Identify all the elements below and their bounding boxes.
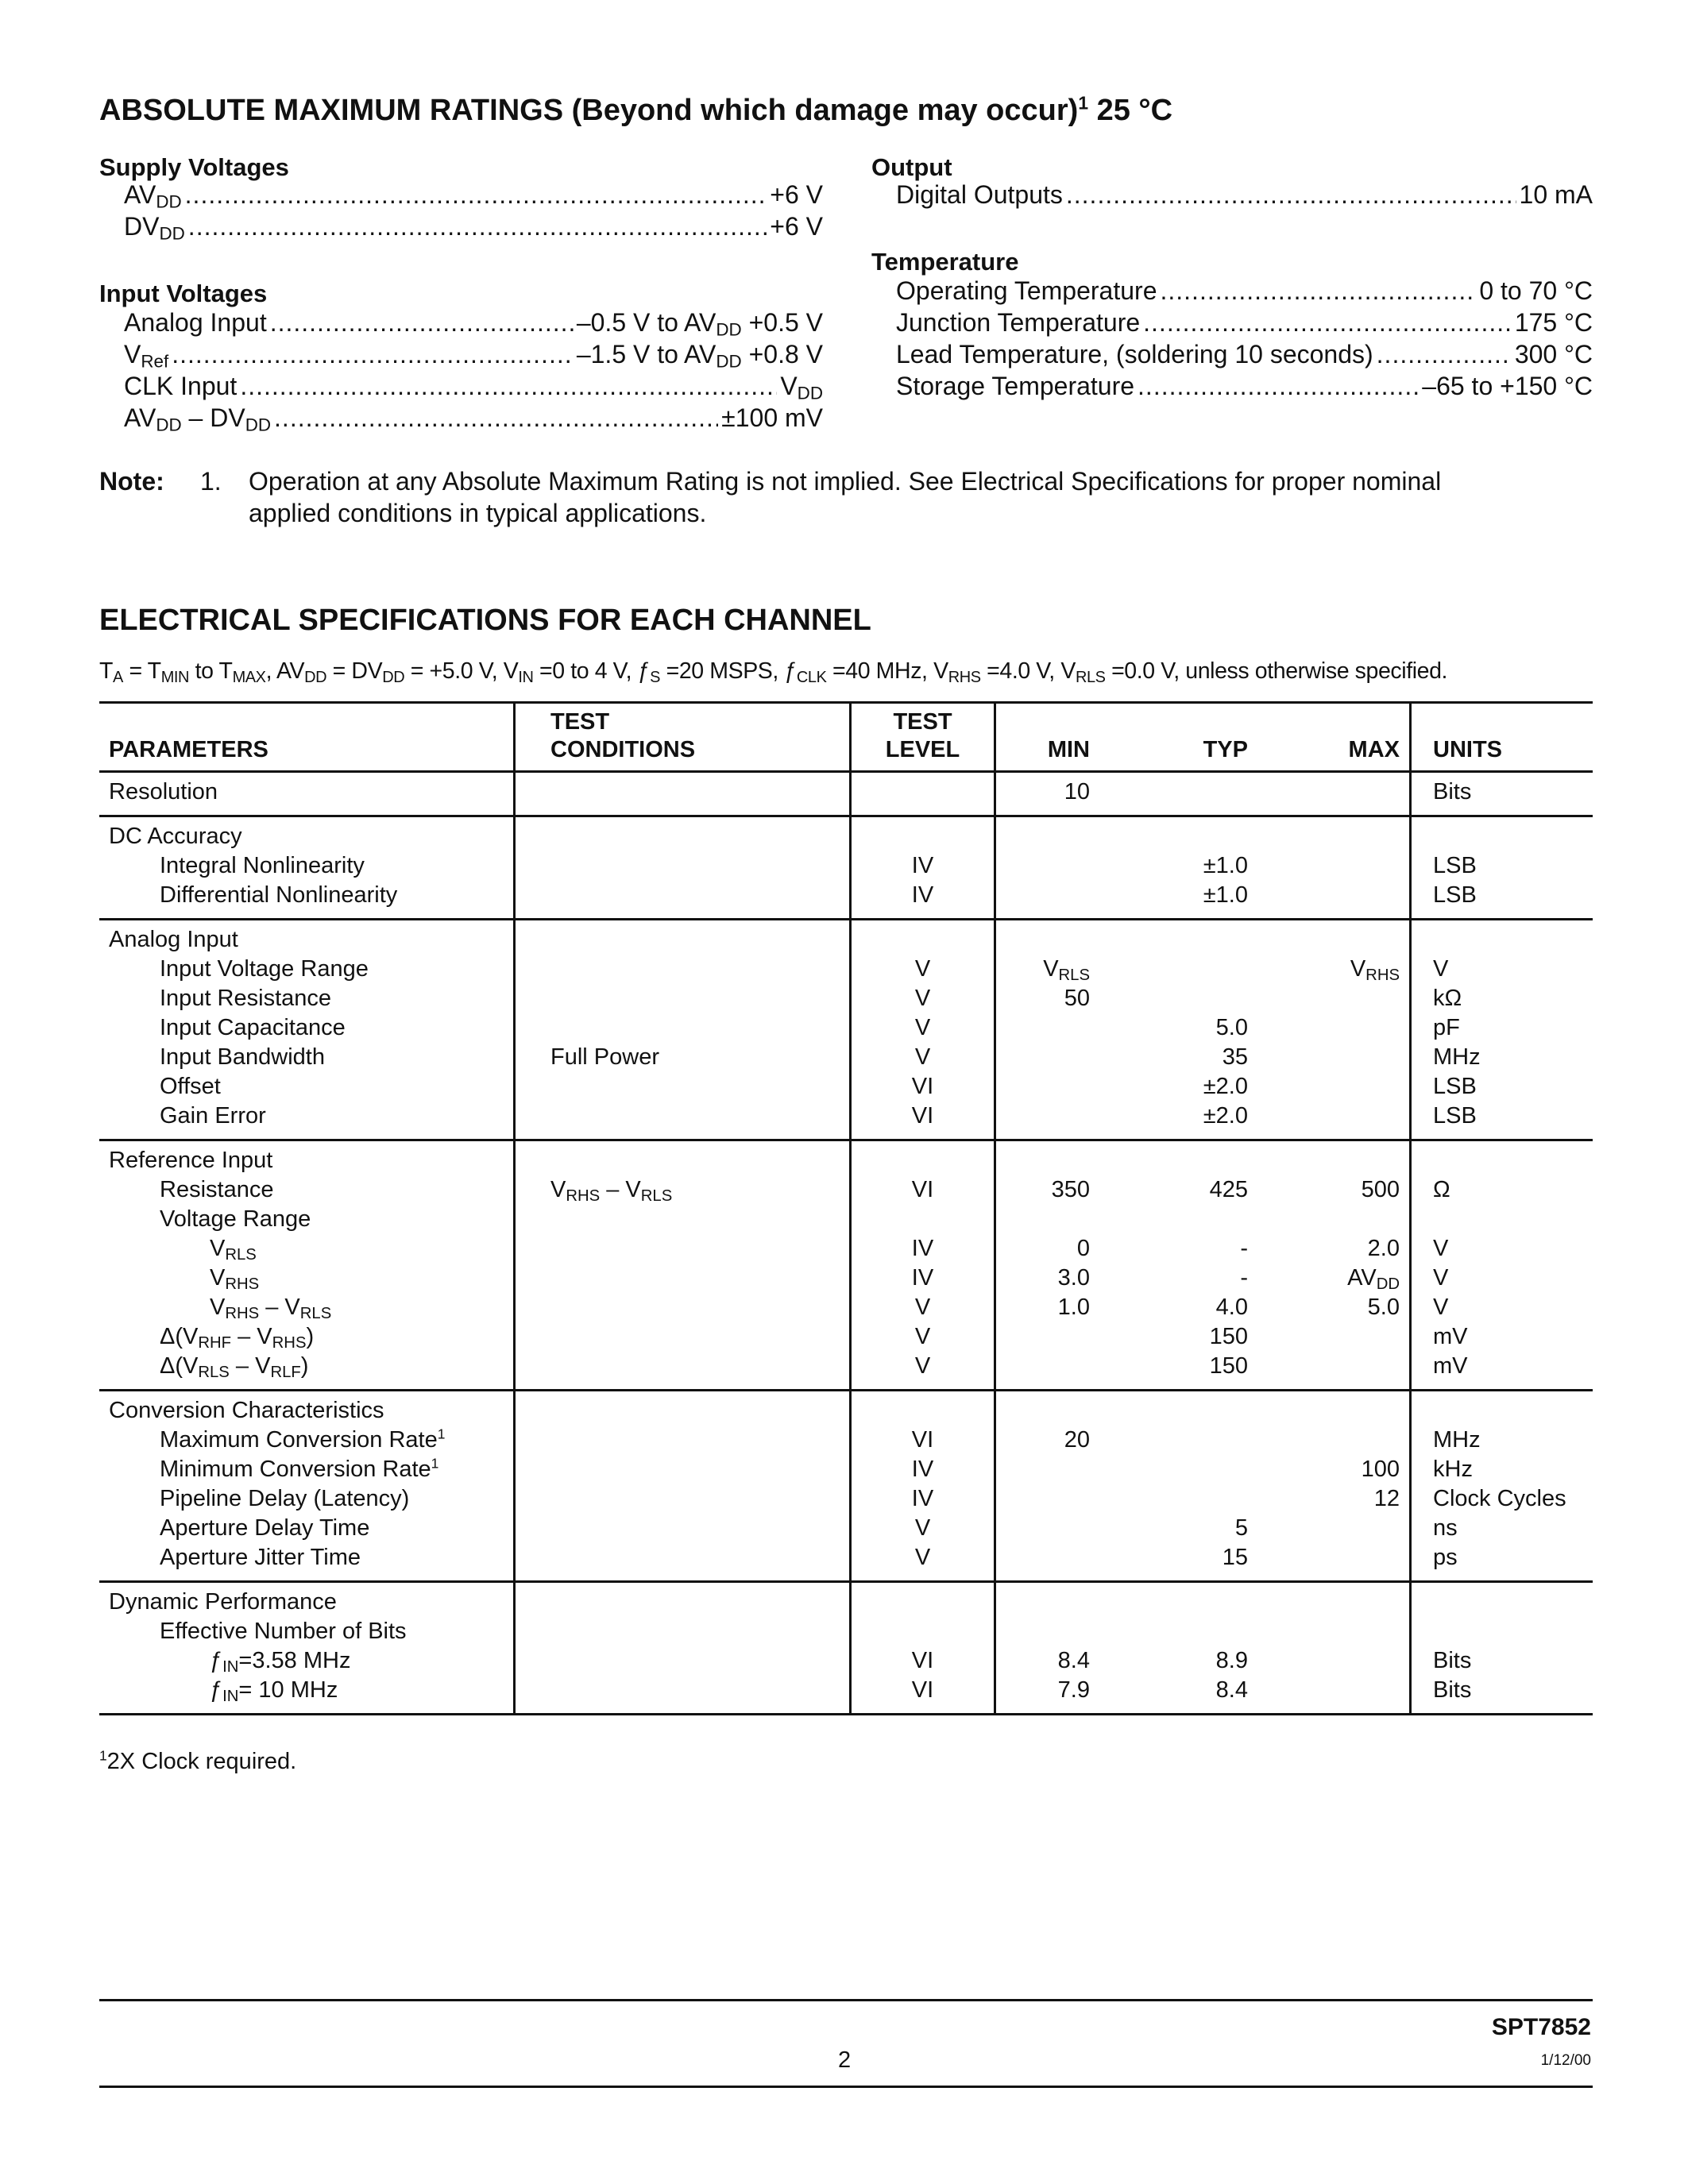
avdd-rating: $AV_{DD}$ ..... +6 V (124, 180, 823, 210)
level-cell: V (851, 955, 995, 984)
digital-outputs-rating: Digital Outputs ..... 10 mA (896, 180, 1593, 210)
col-max: MAX (1257, 703, 1411, 772)
col-test-level: TEST LEVEL (851, 703, 995, 772)
param-cell: Voltage Range (160, 1206, 311, 1232)
level-cell: V (851, 984, 995, 1013)
units-cell: kΩ (1411, 984, 1593, 1013)
clk-input-rating: CLK Input ..... $V_{DD}$ (124, 372, 823, 401)
avdd-dvdd-rating: $AV_{DD} - DV_{DD}$ ..... ±100 mV (124, 403, 823, 433)
note-text-line2: applied conditions in typical applications. (249, 499, 707, 527)
min-cell: 0 (995, 1234, 1100, 1264)
typ-cell: ±2.0 (1099, 1102, 1257, 1140)
param-cell: $V_{RLS}$ (210, 1236, 257, 1264)
param-cell: Integral Nonlinearity (160, 853, 365, 878)
group-label: DC Accuracy (109, 824, 242, 849)
table-row (99, 1072, 1593, 1102)
typ-cell: 150 (1099, 1352, 1257, 1391)
junction-temp-rating: Junction Temperature ..... 175 °C (896, 308, 1593, 338)
level-cell: V (851, 1352, 995, 1391)
units-cell: LSB (1411, 1102, 1593, 1140)
typ-cell: 5 (1234, 1515, 1248, 1541)
level-cell: V (851, 1293, 995, 1322)
table-row (99, 984, 1593, 1013)
level-cell: IV (851, 851, 995, 881)
level-cell: V (851, 1543, 995, 1582)
typ-cell: - (1240, 1236, 1248, 1261)
table-row (99, 1514, 1593, 1543)
table-row (99, 1013, 1593, 1043)
table-group-row (99, 1582, 1593, 1618)
note-number: 1. (200, 467, 222, 496)
typ-cell: ±1.0 (1099, 881, 1257, 920)
units-cell: ns (1411, 1514, 1593, 1543)
operating-temp-rating: Operating Temperature ..... 0 to 70 °C (896, 276, 1593, 306)
param-cell: Minimum Conversion Rate$^1$ (160, 1455, 439, 1482)
param-cell: Resistance (160, 1177, 274, 1202)
units-cell: LSB (1411, 1072, 1593, 1102)
table-row (99, 1205, 1593, 1234)
table-row (99, 1322, 1593, 1352)
param-cell: $ƒ_{IN}= 10$ MHz (210, 1677, 338, 1706)
table-row (99, 1352, 1593, 1391)
units-cell: V (1411, 1293, 1593, 1322)
typ-cell: 4.0 (1215, 1295, 1248, 1320)
document-date: 1/12/00 (1540, 2052, 1591, 2069)
typ-cell: ±2.0 (1203, 1074, 1248, 1099)
condition-cell: $V_{RHS} - V_{RLS}$ (515, 1175, 851, 1205)
max-cell: 5.0 (1367, 1295, 1400, 1320)
abs-max-title: ABSOLUTE MAXIMUM RATINGS (Beyond which damage may occur)$^1$ 25 °C (99, 92, 1173, 127)
param-cell: Differential Nonlinearity (160, 882, 398, 908)
page-number: 2 (838, 2047, 852, 2073)
typ-cell: 15 (1099, 1543, 1257, 1582)
table-group-row (99, 816, 1593, 852)
level-cell: V (851, 1322, 995, 1352)
param-cell: Input Resistance (160, 986, 332, 1011)
table-footnote: $^1$2X Clock required. (99, 1747, 297, 1774)
param-cell: Pipeline Delay (Latency) (160, 1486, 410, 1511)
max-cell: $V_{RHS}$ (1350, 956, 1400, 985)
typ-cell: 8.4 (1099, 1676, 1257, 1715)
param-cell: Resolution (99, 772, 515, 816)
table-row (99, 1617, 1593, 1646)
level-cell: V (851, 1043, 995, 1072)
level-cell: IV (851, 1455, 995, 1484)
units-cell: Ω (1411, 1175, 1593, 1205)
output-heading: Output (871, 153, 952, 181)
level-cell: VI (851, 1072, 995, 1102)
table-row (99, 881, 1593, 920)
table-row (99, 1543, 1593, 1582)
table-row (99, 1293, 1593, 1322)
note-text-line1: Operation at any Absolute Maximum Rating is not implied. See Electrical Specifications for proper nominal (249, 467, 1442, 496)
units-cell: kHz (1411, 1455, 1593, 1484)
units-cell: V (1411, 1264, 1593, 1293)
storage-temp-rating: Storage Temperature ..... –65 to +150 °C (896, 372, 1593, 401)
condition-cell: Full Power (515, 1043, 851, 1072)
table-row (99, 772, 1593, 816)
param-cell: Aperture Jitter Time (160, 1545, 361, 1570)
units-cell: V (1411, 955, 1593, 984)
col-units: UNITS (1411, 703, 1593, 772)
param-cell: $\Delta(V_{RLS} - V_{RLF})$ (160, 1353, 309, 1382)
test-conditions-line: $T_A = T_{MIN}$ to $T_{MAX}$, $AV_{DD} = DV_{DD} = +5.0$ V, $V_{IN} =0$ to 4 V, $ƒ_S =20$ MSPS, $ƒ_{CLK} =40$ MHz, $V_{RHS} =4.0$ V, $V_{RLS} =0.0$ V, unless otherwise specified. (99, 658, 1448, 686)
spec-table (99, 701, 1593, 1715)
footer-bottom-rule (99, 2086, 1593, 2088)
max-cell: $AV_{DD}$ (1347, 1265, 1400, 1294)
col-min: MIN (995, 703, 1100, 772)
param-cell: Input Voltage Range (160, 956, 369, 982)
group-label: Dynamic Performance (109, 1589, 337, 1615)
table-row (99, 1646, 1593, 1676)
level-cell: V (851, 1514, 995, 1543)
units-cell: LSB (1411, 881, 1593, 920)
units-cell: ps (1411, 1543, 1593, 1582)
min-cell: $V_{RLS}$ (995, 955, 1100, 984)
table-row (99, 955, 1593, 984)
units-cell: MHz (1411, 1043, 1593, 1072)
param-cell: $ƒ_{IN}=3.58$ MHz (210, 1648, 351, 1677)
units-cell: Bits (1411, 1646, 1593, 1676)
group-label: Analog Input (109, 927, 238, 952)
table-row (99, 1234, 1593, 1264)
group-label: Reference Input (109, 1148, 273, 1173)
input-voltages-heading: Input Voltages (99, 280, 268, 307)
typ-cell: - (1240, 1265, 1248, 1291)
level-cell: IV (851, 1264, 995, 1293)
max-cell: 2.0 (1367, 1236, 1400, 1261)
param-cell: Gain Error (160, 1103, 266, 1129)
col-typ: TYP (1099, 703, 1257, 772)
footer-top-rule (99, 1999, 1593, 2001)
param-cell: Input Bandwidth (160, 1044, 325, 1070)
max-cell: 500 (1361, 1177, 1400, 1202)
param-cell: Aperture Delay Time (160, 1515, 370, 1541)
min-cell: 350 (995, 1175, 1100, 1205)
level-cell: VI (851, 1426, 995, 1455)
table-row (99, 1043, 1593, 1072)
elec-spec-title: ELECTRICAL SPECIFICATIONS FOR EACH CHANNEL (99, 604, 871, 637)
temperature-heading: Temperature (871, 248, 1019, 276)
table-row (99, 1264, 1593, 1293)
units-cell: MHz (1411, 1426, 1593, 1455)
typ-cell: 425 (1209, 1177, 1248, 1202)
param-cell: Input Capacitance (160, 1015, 346, 1040)
col-test-conditions: TEST CONDITIONS (515, 703, 851, 772)
min-cell: 50 (995, 984, 1100, 1013)
level-cell: VI (851, 1175, 995, 1205)
table-group-row (99, 1391, 1593, 1426)
min-cell: 7.9 (995, 1676, 1100, 1715)
units-cell: Bits (1411, 1676, 1593, 1715)
table-row (99, 1102, 1593, 1140)
min-cell: 10 (995, 772, 1100, 816)
note-label: Note: (99, 467, 164, 496)
units-cell: mV (1411, 1322, 1593, 1352)
level-cell: IV (851, 1234, 995, 1264)
param-cell: Effective Number of Bits (160, 1619, 407, 1644)
typ-cell: 5.0 (1215, 1015, 1248, 1040)
units-cell: LSB (1411, 851, 1593, 881)
table-group-row (99, 920, 1593, 955)
level-cell: VI (851, 1102, 995, 1140)
analog-input-rating: Analog Input ..... –0.5 V to $AV_{DD} +0.5$ V (124, 308, 823, 338)
table-row (99, 1484, 1593, 1514)
col-parameters: PARAMETERS (99, 703, 515, 772)
dvdd-rating: $DV_{DD}$ ..... +6 V (124, 212, 823, 241)
param-cell: $V_{RHS} - V_{RLS}$ (210, 1295, 332, 1323)
level-cell: IV (851, 1484, 995, 1514)
group-label: Conversion Characteristics (109, 1398, 384, 1423)
lead-temp-rating: Lead Temperature, (soldering 10 seconds) ..... 300 °C (896, 340, 1593, 369)
typ-cell: 8.9 (1215, 1648, 1248, 1673)
table-header-row (99, 703, 1593, 772)
table-group-row (99, 1140, 1593, 1176)
param-cell: $V_{RHS}$ (210, 1265, 260, 1294)
max-cell: 100 (1361, 1457, 1400, 1482)
level-cell: VI (851, 1676, 995, 1715)
units-cell: V (1411, 1234, 1593, 1264)
param-cell: $\Delta(V_{RHF} - V_{RHS})$ (160, 1324, 315, 1352)
supply-voltages-heading: Supply Voltages (99, 153, 289, 181)
min-cell: 8.4 (995, 1646, 1100, 1676)
level-cell: IV (851, 881, 995, 920)
level-cell: V (851, 1013, 995, 1043)
units-cell: Clock Cycles (1411, 1484, 1593, 1514)
level-cell: VI (851, 1646, 995, 1676)
min-cell: 3.0 (995, 1264, 1100, 1293)
vref-rating: $V_{Ref}$ ..... –1.5 V to $AV_{DD} +0.8$ V (124, 340, 823, 369)
param-cell: Maximum Conversion Rate$^1$ (160, 1426, 446, 1453)
table-row (99, 1676, 1593, 1715)
table-row (99, 1426, 1593, 1455)
min-cell: 20 (995, 1426, 1100, 1455)
table-row (99, 1175, 1593, 1205)
units-cell: pF (1411, 1013, 1593, 1043)
typ-cell: ±1.0 (1203, 853, 1248, 878)
units-cell: mV (1411, 1352, 1593, 1391)
table-row (99, 1455, 1593, 1484)
max-cell: 12 (1373, 1486, 1400, 1511)
part-number: SPT7852 (1491, 2014, 1591, 2040)
typ-cell: 35 (1222, 1044, 1248, 1070)
units-cell: Bits (1411, 772, 1593, 816)
param-cell: Offset (160, 1074, 221, 1099)
min-cell: 1.0 (995, 1293, 1100, 1322)
table-row (99, 851, 1593, 881)
typ-cell: 150 (1209, 1324, 1248, 1349)
